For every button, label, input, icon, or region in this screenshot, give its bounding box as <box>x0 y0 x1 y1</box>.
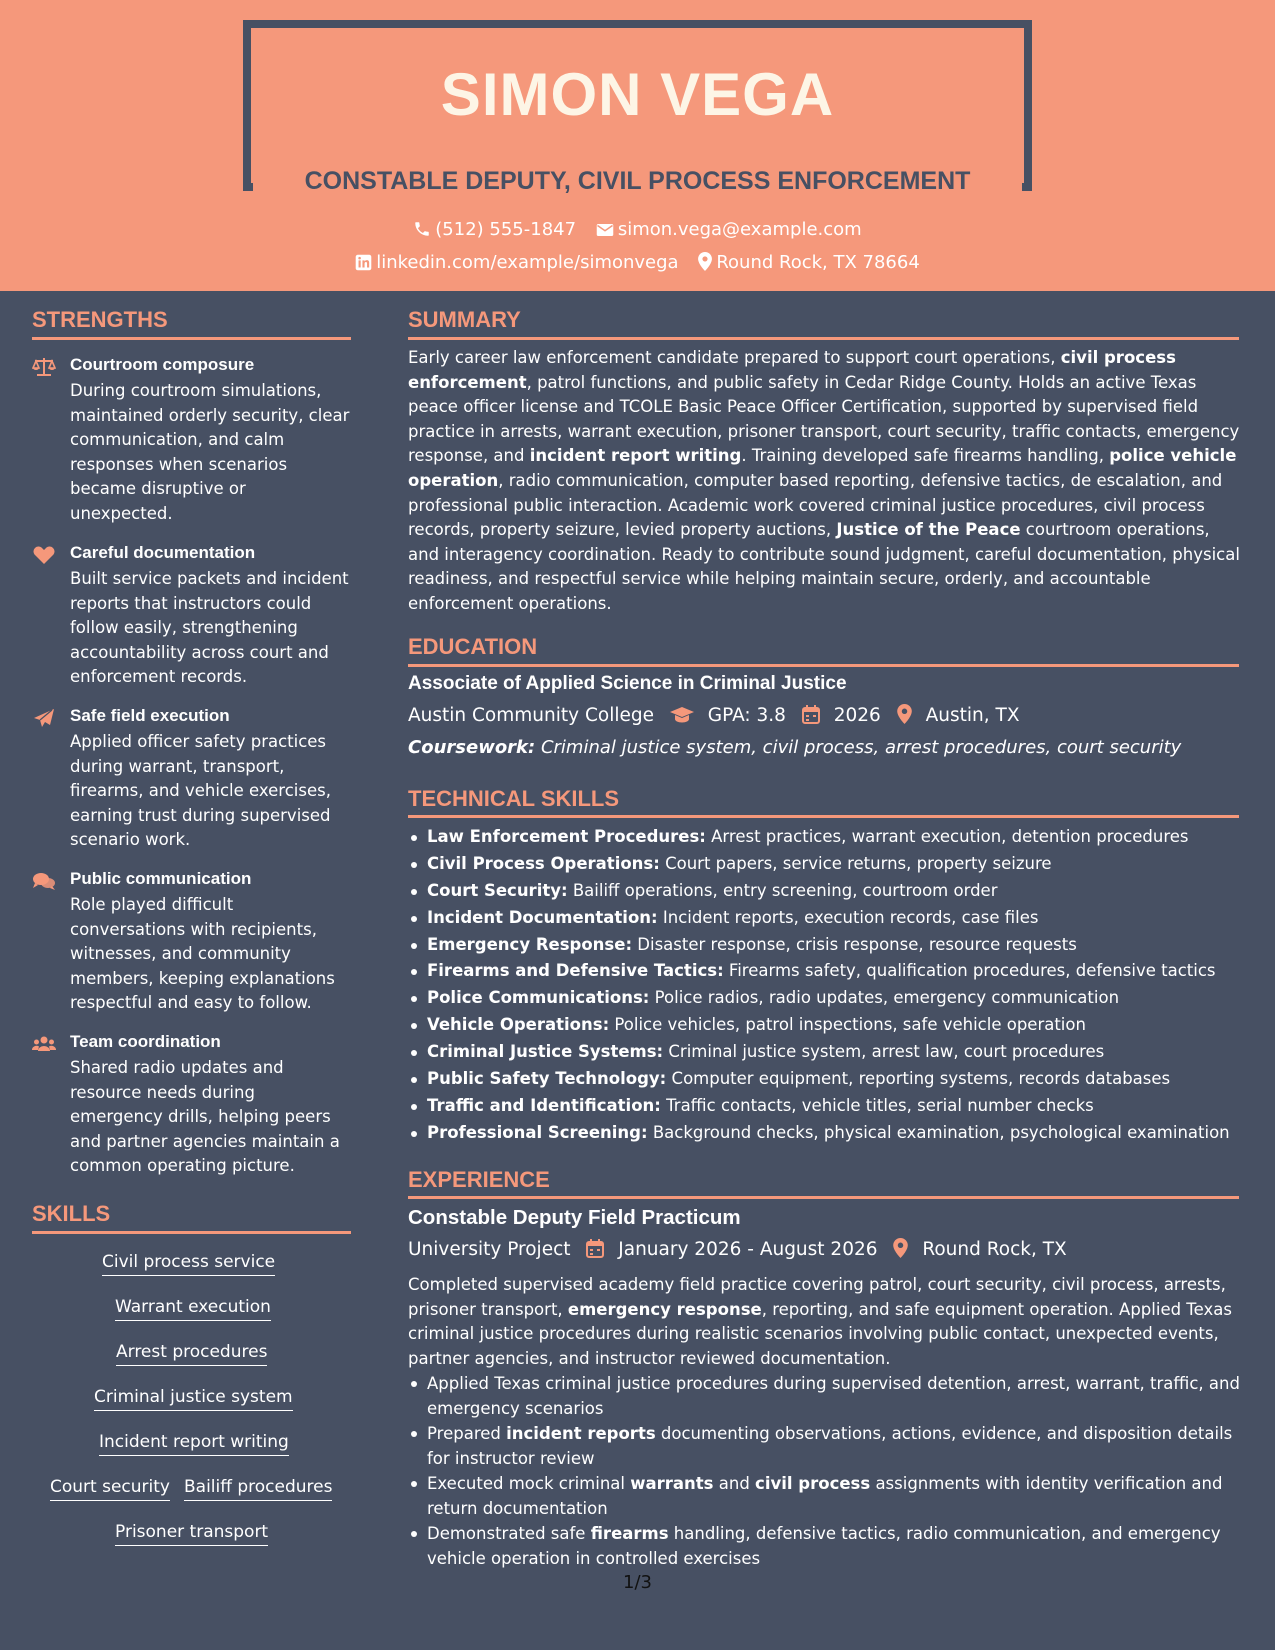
skill-category: Law Enforcement Procedures: <box>427 827 706 846</box>
skill-tag: Incident report writing <box>99 1432 289 1456</box>
strength-item <box>32 543 352 693</box>
strengths-rule <box>32 337 351 340</box>
skill-category: Emergency Response: <box>427 934 633 954</box>
skill-details: Incident reports, execution records, case files <box>657 907 1039 927</box>
skill-category: Vehicle Operations: <box>427 1015 610 1035</box>
skill-tag: Court security <box>50 1477 170 1501</box>
strength-title: Courtroom composure <box>70 355 255 374</box>
contact-row-2 <box>0 252 1275 273</box>
experience-organization: University Project <box>408 1239 571 1260</box>
summary-emphasis: civil process enforcement <box>408 348 1176 392</box>
strength-item <box>32 355 352 525</box>
education-rule <box>408 664 1239 667</box>
scale-icon <box>32 357 56 377</box>
summary-emphasis: Justice of the Peace <box>836 520 1021 540</box>
list-item <box>408 960 1240 987</box>
list-item <box>408 934 1240 961</box>
strengths-heading: STRENGTHS <box>32 307 168 332</box>
experience-meta <box>408 1238 1067 1260</box>
bullet-part: assignments with identity verification and return documentation <box>427 1474 1223 1518</box>
experience-title: Constable Deputy Field Practicum <box>408 1206 741 1229</box>
skill-category: Professional Screening: <box>427 1122 648 1142</box>
coursework <box>408 737 1181 758</box>
skill-tag: Civil process service <box>102 1252 275 1276</box>
education-meta <box>408 704 1020 726</box>
strength-description: Shared radio updates and resource needs during emergency drills, helping peers and partner agencies maintain a common operating picture. <box>70 1058 340 1175</box>
summary-emphasis: police vehicle operation <box>408 446 1237 490</box>
candidate-name: SIMON VEGA <box>440 61 835 128</box>
school-location: Austin, TX <box>925 705 1020 726</box>
list-item <box>408 1122 1240 1149</box>
comments-icon <box>32 871 56 891</box>
email-contact[interactable] <box>596 219 862 240</box>
bullet-emphasis: civil process <box>755 1474 871 1493</box>
strength-title: Public communication <box>70 869 252 888</box>
experience-description <box>408 1273 1240 1371</box>
heart-icon <box>32 545 56 565</box>
bullet-part: Prepared <box>427 1424 507 1443</box>
skill-category: Court Security: <box>427 880 568 900</box>
list-item <box>408 1041 1240 1068</box>
bullet-part: and <box>713 1474 756 1493</box>
strength-item <box>32 1032 352 1182</box>
skill-tag: Bailiff procedures <box>184 1477 332 1501</box>
paper-plane-icon <box>32 708 56 728</box>
list-item <box>408 987 1240 1014</box>
bullet-emphasis: firearms <box>590 1524 669 1543</box>
summary-part: , patrol functions, and public safety in Cedar Ridge County. Holds an active Texas peace officer license and TCOLE Basic Peace Officer Certification, supported by supervised field practice in arrests, warrant execution, prisoner transport, court security, traffic contacts, emergency response, and <box>408 372 1240 466</box>
bullet-part: Demonstrated safe <box>427 1524 591 1543</box>
skill-tag: Warrant execution <box>115 1297 271 1321</box>
list-item <box>408 880 1240 907</box>
experience-dates: January 2026 - August 2026 <box>618 1239 878 1260</box>
strength-description: During courtroom simulations, maintained orderly security, clear communication, and calm responses when scenarios became disruptive or unexpected. <box>70 381 350 523</box>
bullet-part: Executed mock criminal <box>427 1474 631 1493</box>
strength-title: Team coordination <box>70 1032 221 1051</box>
job-title-text: CONSTABLE DEPUTY, CIVIL PROCESS ENFORCEMENT <box>295 167 981 195</box>
description-part: Completed supervised academy field practice covering patrol, court security, civil process, arrests, prisoner transport, <box>408 1275 1226 1319</box>
phone-contact[interactable] <box>413 219 576 240</box>
list-item <box>408 1372 1240 1421</box>
description-part: , reporting, and safe equipment operation. Applied Texas criminal justice procedures during realistic scenarios involving public contact, unexpected events, partner agencies, and instructor reviewed documentation. <box>408 1299 1232 1368</box>
strength-title: Careful documentation <box>70 543 256 562</box>
bullet-part: documenting observations, actions, evidence, and disposition details for instructor review <box>427 1424 1233 1468</box>
list-item <box>408 853 1240 880</box>
list-item <box>408 1472 1240 1521</box>
technical-skills-list <box>408 826 1240 1149</box>
skill-category: Police Communications: <box>427 988 650 1008</box>
skills-heading: SKILLS <box>32 1201 111 1226</box>
skill-details: Bailiff operations, entry screening, courtroom order <box>567 880 998 900</box>
calendar-icon <box>586 1239 604 1258</box>
list-item <box>408 1422 1240 1471</box>
list-item <box>408 826 1240 853</box>
summary-part: Early career law enforcement candidate prepared to support court operations, <box>408 348 1061 367</box>
coursework-label: Coursework: <box>408 737 536 758</box>
technical-skills-rule <box>408 815 1239 818</box>
list-item <box>408 1522 1240 1571</box>
skill-tag: Prisoner transport <box>115 1522 268 1546</box>
skill-details: Court papers, service returns, property seizure <box>659 853 1052 873</box>
linkedin-text: linkedin.com/example/simonvega <box>376 252 679 273</box>
map-marker-icon <box>893 1238 908 1258</box>
skill-category: Public Safety Technology: <box>427 1069 667 1089</box>
skill-category: Firearms and Defensive Tactics: <box>427 961 724 981</box>
bullet-part: Applied Texas criminal justice procedures during supervised detention, arrest, warrant, traffic, and emergency scenarios <box>427 1374 1240 1418</box>
bullet-emphasis: incident reports <box>506 1424 656 1443</box>
strength-title: Safe field execution <box>70 706 230 725</box>
graduation-year: 2026 <box>833 705 881 726</box>
linkedin-contact[interactable] <box>355 252 678 273</box>
skill-details: Police radios, radio updates, emergency communication <box>649 988 1120 1008</box>
technical-skills-heading: TECHNICAL SKILLS <box>408 786 620 811</box>
skill-details: Computer equipment, reporting systems, records databases <box>666 1069 1171 1089</box>
strength-description: Applied officer safety practices during warrant, transport, firearms, and vehicle exercises, earning trust during supervised scenario work. <box>70 732 331 849</box>
phone-text: (512) 555-1847 <box>435 219 577 240</box>
summary-emphasis: incident report writing <box>529 446 742 466</box>
skill-tag: Criminal justice system <box>94 1387 293 1411</box>
summary-part: . Training developed safe firearms handling, <box>741 446 1110 466</box>
experience-heading: EXPERIENCE <box>408 1167 550 1192</box>
list-item <box>408 1014 1240 1041</box>
bullet-part: handling, defensive tactics, radio communication, and emergency vehicle operation in controlled exercises <box>427 1524 1221 1568</box>
strength-item <box>32 706 352 856</box>
skill-details: Disaster response, crisis response, resource requests <box>632 934 1077 954</box>
list-item <box>408 907 1240 934</box>
contact-row-1 <box>0 219 1275 240</box>
description-emphasis: emergency response <box>567 1299 762 1319</box>
skills-rule <box>32 1231 351 1234</box>
school-name: Austin Community College <box>408 705 654 726</box>
experience-bullets <box>408 1372 1240 1572</box>
skill-category: Criminal Justice Systems: <box>427 1042 664 1062</box>
degree-title: Associate of Applied Science in Criminal Justice <box>408 673 847 694</box>
skill-details: Police vehicles, patrol inspections, safe vehicle operation <box>609 1015 1086 1035</box>
list-item <box>408 1068 1240 1095</box>
phone-icon <box>413 220 431 238</box>
experience-location: Round Rock, TX <box>922 1239 1067 1260</box>
skill-details: Traffic contacts, vehicle titles, serial number checks <box>660 1095 1094 1115</box>
summary-text <box>408 346 1240 617</box>
resume-header <box>0 0 1275 291</box>
job-title <box>0 167 1275 196</box>
skill-details: Background checks, physical examination, psychological examination <box>647 1122 1230 1142</box>
strength-description: Role played difficult conversations with recipients, witnesses, and community members, keeping explanations respectful and easy to follow. <box>70 895 335 1012</box>
summary-heading: SUMMARY <box>408 307 521 332</box>
skill-tag: Arrest procedures <box>116 1342 267 1366</box>
location-contact <box>698 252 919 273</box>
skill-details: Firearms safety, qualification procedures, defensive tactics <box>723 961 1216 981</box>
calendar-icon <box>802 705 820 724</box>
summary-part: courtroom operations, and interagency coordination. Ready to contribute sound judgment, careful documentation, physical readiness, and respectful service while helping maintain secure, orderly, and accountable enforcement operations. <box>408 520 1240 613</box>
strength-item <box>32 869 352 1019</box>
coursework-text: Criminal justice system, civil process, arrest procedures, court security <box>535 737 1182 758</box>
summary-rule <box>408 337 1239 340</box>
list-item <box>408 1095 1240 1122</box>
graduation-cap-icon <box>670 706 694 724</box>
gpa: GPA: 3.8 <box>707 705 786 726</box>
map-marker-icon <box>698 252 712 271</box>
strength-description: Built service packets and incident reports that instructors could follow easily, strengthening accountability across court and enforcement records. <box>70 569 349 686</box>
location-text: Round Rock, TX 78664 <box>716 252 920 273</box>
linkedin-icon <box>355 254 372 271</box>
page-indicator: 1/3 <box>623 1572 652 1593</box>
skill-category: Incident Documentation: <box>427 907 658 927</box>
skill-details: Arrest practices, warrant execution, detention procedures <box>705 827 1189 846</box>
bullet-emphasis: warrants <box>630 1474 714 1493</box>
email-text: simon.vega@example.com <box>617 219 862 240</box>
skill-details: Criminal justice system, arrest law, court procedures <box>663 1042 1105 1062</box>
users-icon <box>32 1034 56 1054</box>
skill-category: Civil Process Operations: <box>427 853 660 873</box>
experience-rule <box>408 1196 1239 1199</box>
education-heading: EDUCATION <box>408 634 538 659</box>
skill-category: Traffic and Identification: <box>427 1095 661 1115</box>
envelope-icon <box>596 222 614 238</box>
map-marker-icon <box>897 704 912 724</box>
summary-part: , radio communication, computer based reporting, defensive tactics, de escalation, and professional public interaction. Academic work covered criminal justice procedures, civil process records, property seizure, levied property auctions, <box>408 470 1223 540</box>
